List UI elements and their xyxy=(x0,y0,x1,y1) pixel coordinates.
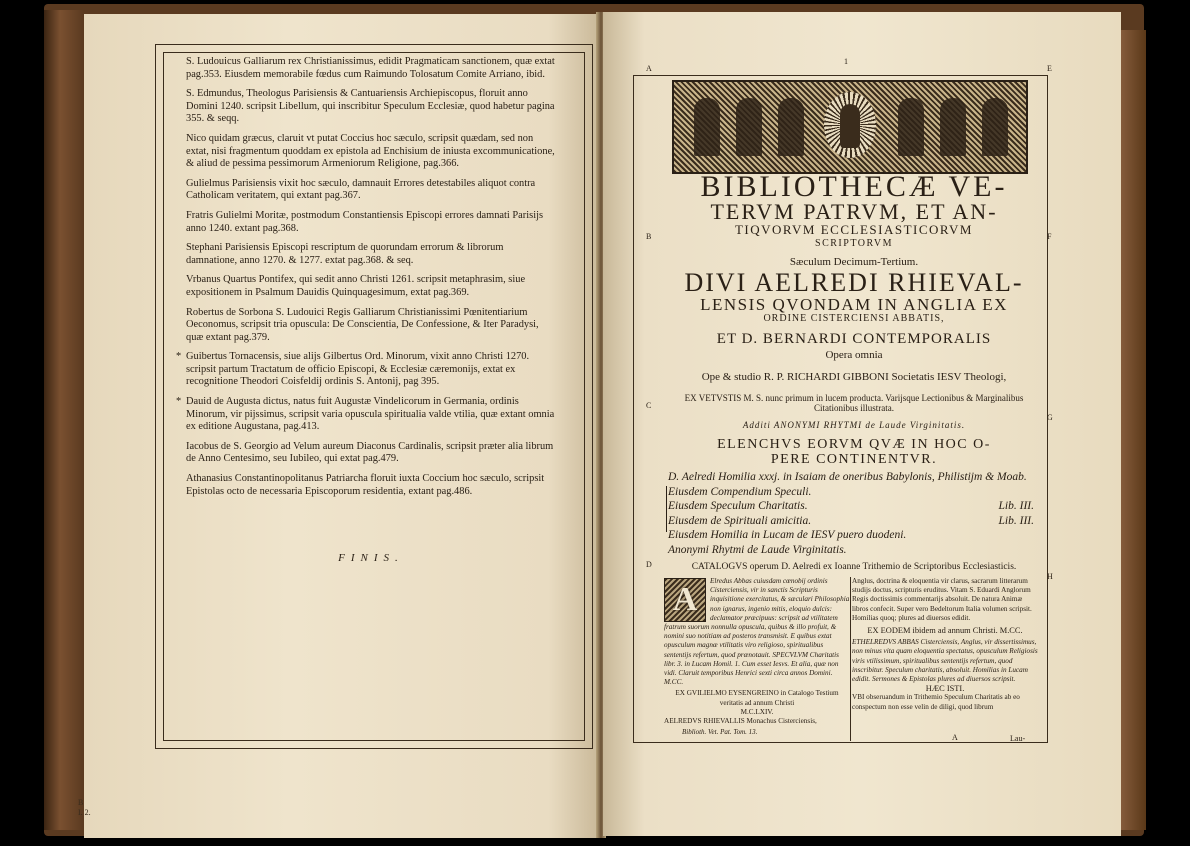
margin-letter-f: F xyxy=(1047,232,1052,241)
ex-vetustis-line: EX VETVSTIS M. S. nunc primum in lucem producta. Varijsque Lectionibus & Marginalibus Citationibus illustrata. xyxy=(684,393,1024,413)
woodcut-central-figure xyxy=(840,104,860,148)
margin-letter-b: B xyxy=(646,232,652,241)
decorated-initial: A xyxy=(664,578,706,622)
col-right-text3: VBI obseruandum in Trithemio Speculum Charitatis ab eo conspectum non esse velin de diligi, quod librum xyxy=(852,693,1020,711)
col-left-aelredus: AELREDVS RHIEVALLIS Monachus Cisterciensis, xyxy=(664,717,817,726)
catchword: Lau- xyxy=(1010,734,1026,743)
contents-row: Eiusdem Compendium Speculi. xyxy=(668,485,812,498)
contents-row: Eiusdem Speculum Charitatis. Lib. III. xyxy=(668,500,1034,512)
entry-athanasius: Athanasius Constantinopolitanus Patriarcha floruit iuxta Coccium hoc sæculo, scripsit Epistolas octo de necessaria Episcoporum residentia, extant pag.486. xyxy=(186,473,545,497)
contents-row: Anonymi Rhytmi de Laude Virginitatis. xyxy=(668,543,847,556)
woodcut-figure-left-1 xyxy=(694,98,720,156)
finis-label: FINIS. xyxy=(338,552,404,564)
woodcut-figure-right-1 xyxy=(898,98,924,156)
margin-letter-g: G xyxy=(1047,413,1053,422)
col-left-year: M.C.LXIV. xyxy=(740,707,774,716)
aelred-line-2: LENSIS QVONDAM IN ANGLIA EX xyxy=(700,295,1008,314)
entry-iacobus: Iacobus de S. Georgio ad Velum aureum Diaconus Cardinalis, scripsit præter alia librum de Anno Centesimo, seu Iubileo, qui extat pag.479. xyxy=(186,440,554,465)
woodcut-illustration xyxy=(672,80,1028,174)
title-line-1: BIBLIOTHECÆ VE- xyxy=(700,170,1008,203)
entry-stephani: Stephani Parisiensis Episcopi rescriptum de quorundam errorum & librorum damnatione, anno 1270. & 1277. extat pag.368. & seq. xyxy=(186,242,504,266)
title-line-2: TERVM PATRVM, ET AN- xyxy=(710,199,998,224)
entry-guibertus: * Guibertus Tornacensis, siue alijs Gilbertus Ord. Minorum, vixit anno Christi 1270. scripsit partum Tractatum de officio Episcopi, & Ecclesiæ cæremonijs, extat ex recognitione Theodori Coisfeldij ordinis S. Antonij, pag 395. xyxy=(176,351,530,388)
margin-letter-d: D xyxy=(646,560,652,569)
entry-ludouicus: S. Ludouicus Galliarum rex Christianissimus, edidit Pragmaticam sanctionem, quæ extat pag.353. Eiusdem memorabile fœdus cum Raimundo Tolosatum Comite Arriano, ibid. xyxy=(186,56,555,80)
contents-list xyxy=(668,470,1038,557)
cover-edge-left xyxy=(44,10,84,830)
entry-robertus: Robertus de Sorbona S. Ludouici Regis Galliarum Christianissimi Pœnitentiarium Oeconomus, scripsit tria opuscula: De Conscientia, De Confessione, & Iter Paradysi, quæ extant pag.379. xyxy=(186,306,539,343)
elenchus-heading xyxy=(664,437,1044,467)
contents-row: Eiusdem Homilia in Lucam de IESV puero duodeni. xyxy=(668,529,907,541)
editor-line: Ope & studio R. P. RICHARDI GIBBONI Societatis IESV Theologi, xyxy=(701,371,1007,383)
folio-number: 1 xyxy=(844,57,848,66)
margin-letter-h: H xyxy=(1047,572,1053,581)
left-page-entries xyxy=(176,56,556,505)
bernard-line-2: Opera omnia xyxy=(825,349,883,361)
woodcut-figure-left-3 xyxy=(778,98,804,156)
woodcut-figure-left-2 xyxy=(736,98,762,156)
margin-letter-c: C xyxy=(646,401,652,410)
left-edge-marks xyxy=(78,798,91,818)
woodcut-figure-right-3 xyxy=(982,98,1008,156)
woodcut-figure-right-2 xyxy=(940,98,966,156)
entry-gulielmus: Gulielmus Parisiensis vixit hoc sæculo, damnauit Errores detestabiles aliquot contra Catholicam veritatem, qui extant pag.367. xyxy=(186,177,536,202)
title-line-3: TIQVORVM ECCLESIASTICORVM xyxy=(734,222,973,237)
cover-edge-right xyxy=(1118,30,1146,830)
col-left-text: Elredus Abbas cuiusdam cœnobij ordinis Cisterciensis, vir in sanctis Scripturis inquisitione exercitatus, & sæculari Philosophia non ignarus, ingenio mitis, eloquio dulcis: declamator præcipuus: scripsit ad vtilitatem fratrum suorum nonnulla opuscula, quibus & illo profuit, & nomini suo notitiam ad posteros transmisit. E quibus extat opusculum magnæ vtilitatis viro religioso, spiritualibus sententijs refertum, quod prænotauit. SPECVLVM Charitatis libr. 3. in Lucam Homil. 1. Cum esset Iesvs. Et alia, quæ non vidi. Claruit temporibus Henrici sexti circa annos Domini. M.CC. xyxy=(664,577,850,687)
margin-letter-a: A xyxy=(646,64,652,73)
additi-line: Additi ANONYMI RHYTMI de Laude Virginitatis. xyxy=(742,420,966,430)
aelred-line-1: DIVI AELREDI RHIEVAL- xyxy=(684,268,1024,297)
elenchus-line-1: ELENCHVS EORVM QVÆ IN HOC O- xyxy=(717,437,991,452)
margin-letter-e: E xyxy=(1047,64,1052,73)
catalogus-column-right xyxy=(852,577,1038,712)
entry-edmundus: S. Edmundus, Theologus Parisiensis & Cantuariensis Archiepiscopus, floruit anno Domini 1240. scripsit Libellum, qui inscribitur Speculum Ecclesiæ, quod habetur pagina 355. & seqq. xyxy=(186,88,555,125)
column-divider xyxy=(850,577,851,741)
signature-mark: A xyxy=(952,733,958,742)
seculum-line: Sæculum Decimum-Tertium. xyxy=(789,256,919,268)
edge-mark-b: B xyxy=(78,798,84,807)
entry-nico: Nico quidam græcus, claruit vt putat Coccius hoc sæculo, scripsit quædam, sed non extat, nisi fragmentum quoddam ex epistola ad Enchisium de iniusta excommunicatione, & aliud de pessima pessimorum Armeniorum Religione, pag.366. xyxy=(186,132,555,170)
col-right-ex: EX EODEM ibidem ad annum Christi. M.CC. xyxy=(867,626,1023,636)
col-right-text: Anglus, doctrina & eloquentia vir clarus, sacrarum litterarum studijs doctus, scripturis eruditus. Vitam S. Eduardi Anglorum Regis doctissimis commentarijs absoluit. De natura Animæ libros confecit. Super vero Bedeltorum Italia volumen scripsit. Homilias quoq; plures ad diuersos edidit. xyxy=(852,577,1032,622)
col-right-text2: ETHELREDVS ABBAS Cisterciensis, Anglus, vir dissertissimus, non minus vita quam eloquentia spectatus, opusculum Religiosis viris vtilissimum, spiritualibus sententijs refertum, quod inscribitur. Speculum charitatis, absoluit. Homilias in Lucam edidit. Sermones & Epistolas plures ad diuersos scripsit. xyxy=(852,638,1038,684)
col-left-ex: EX GVILIELMO EYSENGREINO in Catalogo Testium veritatis ad annum Christi xyxy=(675,689,839,707)
contents-row: Eiusdem de Spirituali amicitia. Lib. III. xyxy=(668,514,1034,527)
catalogus-column-left xyxy=(664,577,850,726)
entry-moritae: Fratris Gulielmi Moritæ, postmodum Constantiensis Episcopi errores damnati Parisijs anno 1240. extant pag.368. xyxy=(186,209,544,234)
aelred-line-3: ORDINE CISTERCIENSI ABBATIS, xyxy=(763,313,945,324)
signature-line: Biblioth. Vet. Pat. Tom. 13. xyxy=(682,728,758,736)
catalogus-heading: CATALOGVS operum D. Aelredi ex Ioanne Trithemio de Scriptoribus Ecclesiasticis. xyxy=(691,562,1017,572)
edge-mark-i2: I. 2. xyxy=(78,808,91,817)
entry-vrbanus: Vrbanus Quartus Pontifex, qui sedit anno Christi 1261. scripsit metaphrasim, siue expositionem in Psalmum Dauidis Quinquagesimum, extat pag.369. xyxy=(186,274,526,298)
bernard-line-1: ET D. BERNARDI CONTEMPORALIS xyxy=(716,331,992,347)
entry-dauid: * Dauid de Augusta dictus, natus fuit Augustæ Vindelicorum in Germania, ordinis Minorum, vir pijssimus, scripsit varia opuscula spiritualia valde vtilia, quæ extant omnia ex editione Augustana, pag.413. xyxy=(176,396,555,433)
elenchus-line-2: PERE CONTINENTVR. xyxy=(770,452,938,467)
title-line-4: SCRIPTORVM xyxy=(815,238,893,249)
contents-row: D. Aelredi Homilia xxxj. in Isaiam de oneribus Babylonis, Philistijm & Moab. xyxy=(668,471,1027,483)
col-right-haec: HÆC ISTI. xyxy=(925,684,965,694)
